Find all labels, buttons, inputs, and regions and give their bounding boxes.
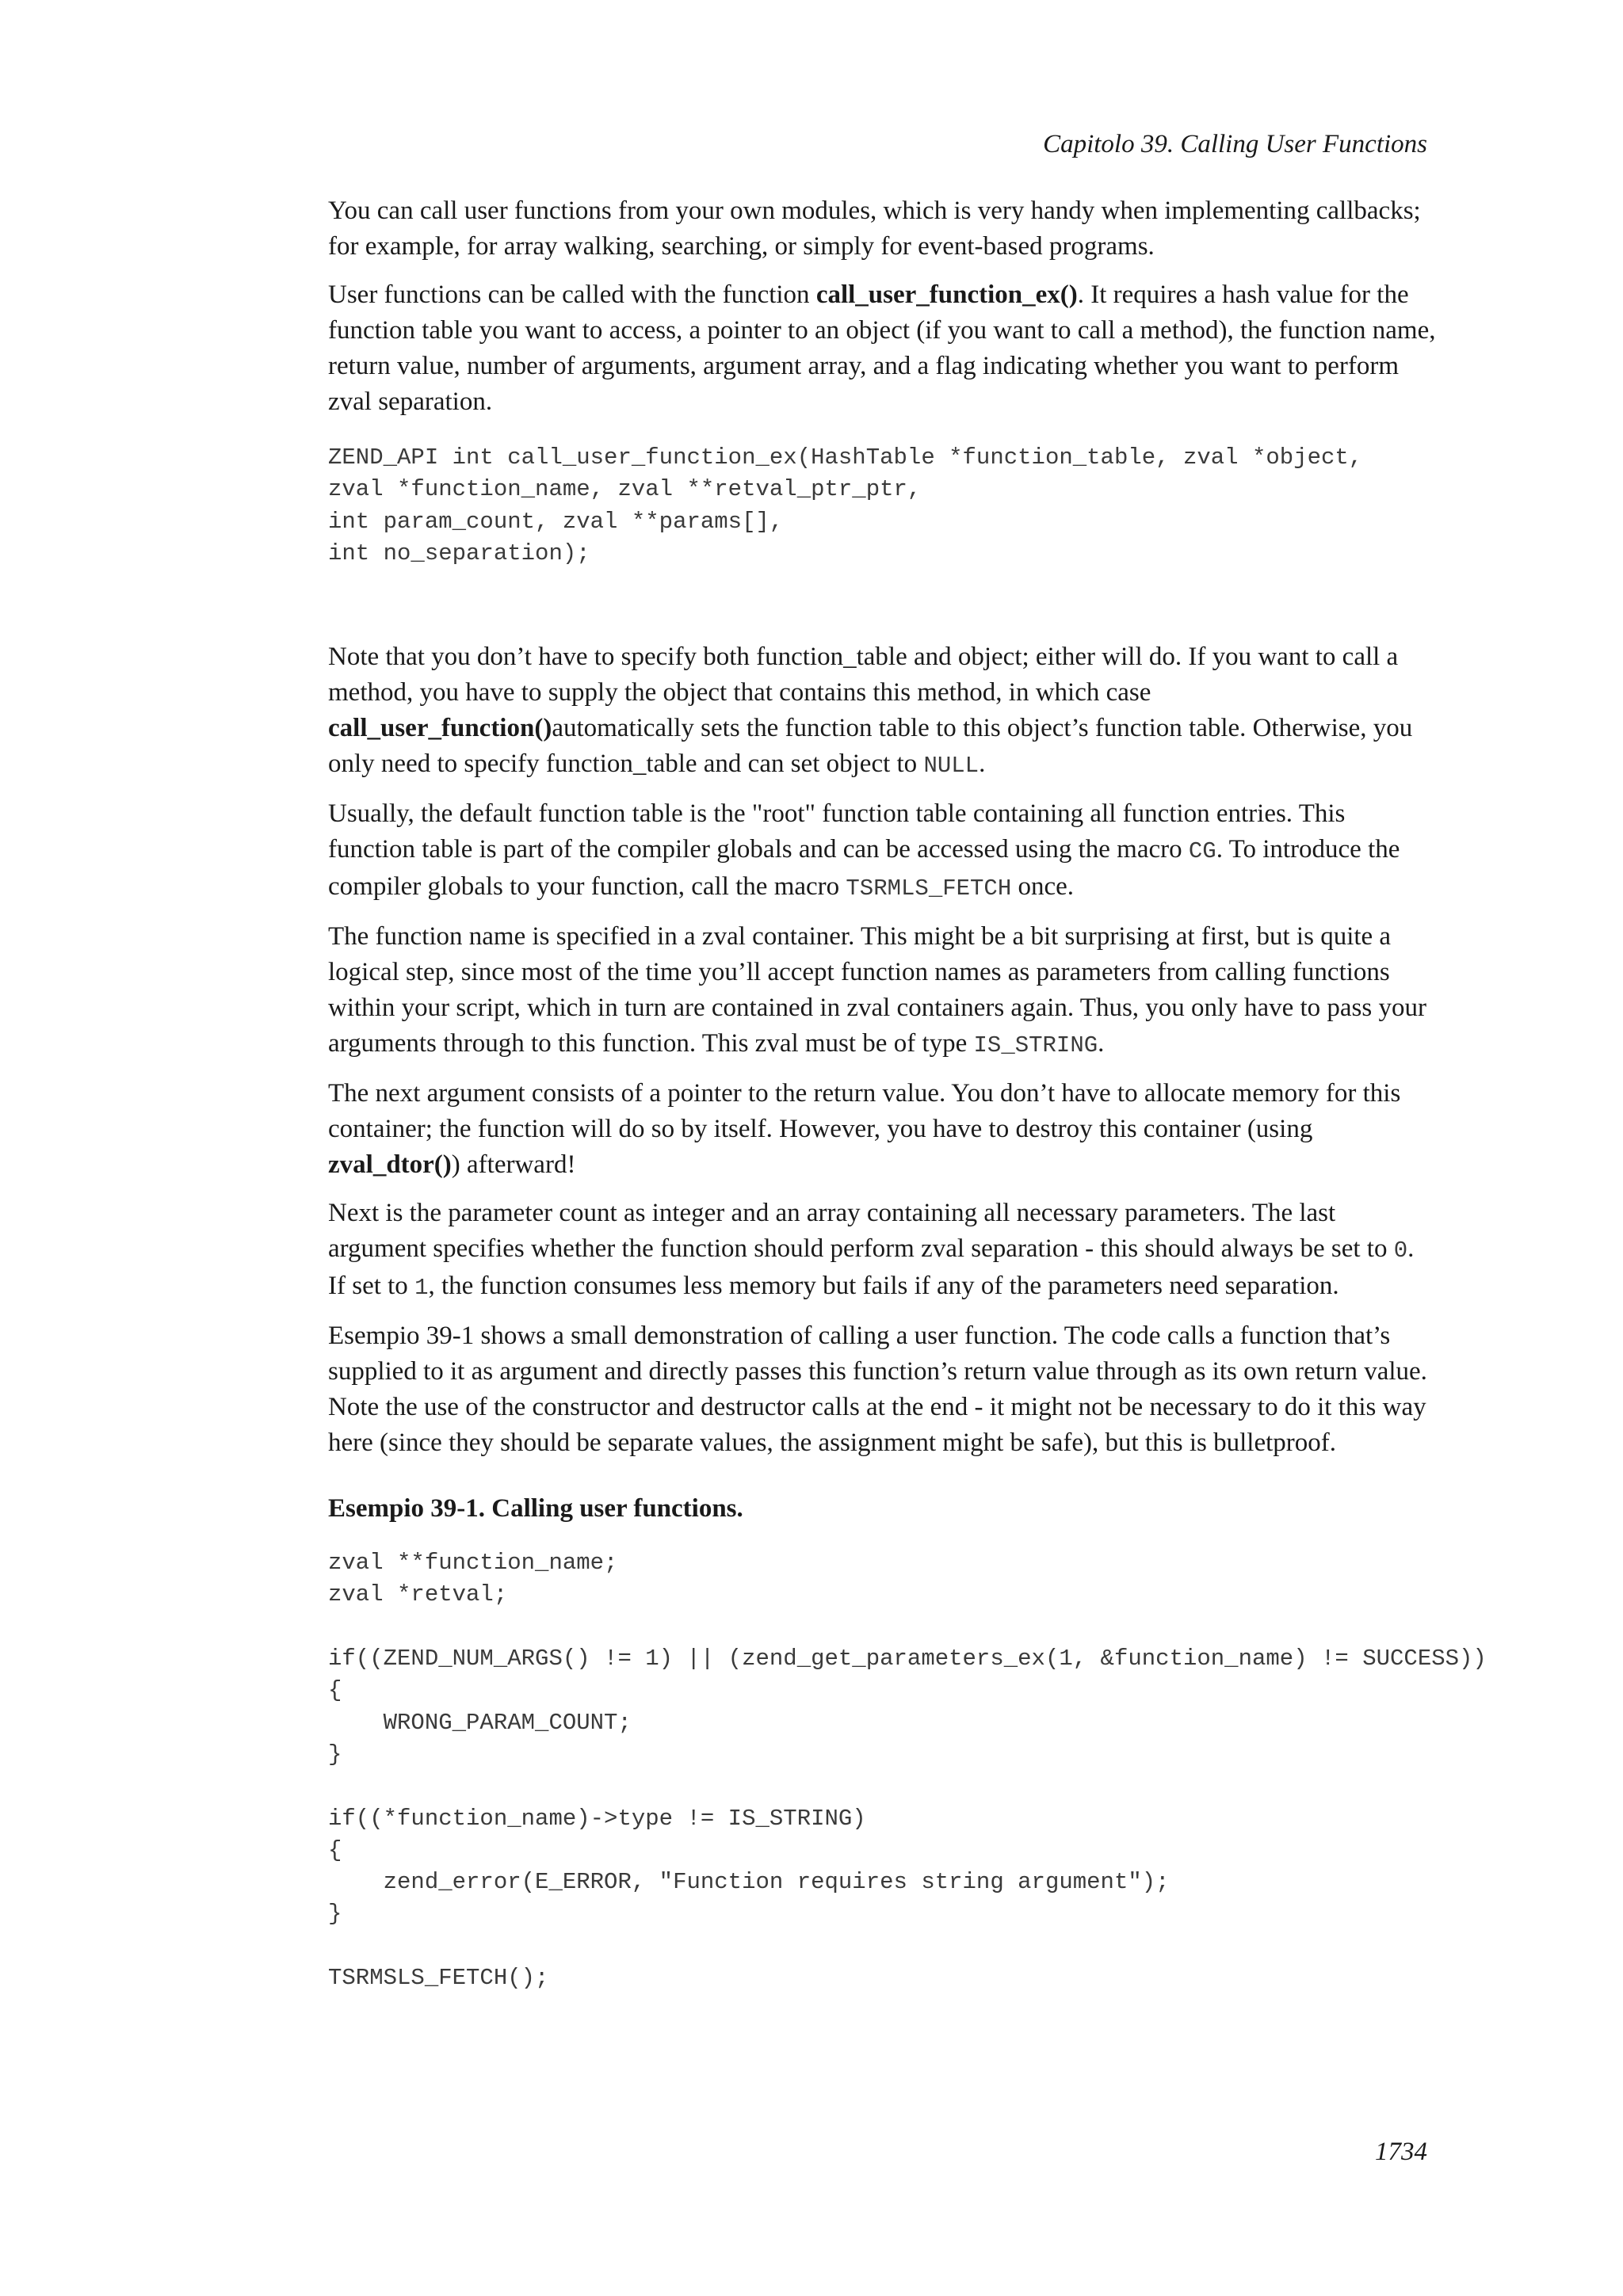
running-header: Capitolo 39. Calling User Functions bbox=[1043, 130, 1427, 158]
inline-code: 0 bbox=[1393, 1238, 1408, 1264]
text-run: ) afterward! bbox=[451, 1150, 576, 1180]
paragraph-function-table-object bbox=[328, 639, 1438, 784]
text-run: . It requires a hash value for the function table you want to access, a pointer to an object (if you want to call a method), the function name, return value, number of arguments, argument array, and a flag indicating whether you want to perform zval separation. bbox=[328, 280, 1436, 416]
paragraph-return-value bbox=[328, 1076, 1438, 1183]
text-run: . bbox=[1098, 1029, 1105, 1058]
example-title: Esempio 39-1. Calling user functions. bbox=[328, 1494, 743, 1524]
function-name-bold: zval_dtor() bbox=[328, 1150, 452, 1180]
paragraph-intro: You can call user functions from your own modules, which is very handy when implementing callbacks; for example, for array walking, searching, or simply for event-based programs. bbox=[328, 196, 1421, 261]
text-run: . bbox=[979, 749, 986, 779]
example-code-block: zval **function_name; zval *retval; if((ZEND_NUM_ARGS() != 1) || (zend_get_parameters_ex(1, &function_name) != SUCCESS)) { WRONG_PARAM_COUNT; } if((*function_name)->type != IS_STRING) { zend_error(E_ERROR, "Function requires string argument"); } TSRMSLS_FETCH(); bbox=[328, 1550, 1487, 1992]
function-name-bold: call_user_function() bbox=[328, 714, 552, 743]
page-body bbox=[328, 193, 1487, 1994]
text-run: User functions can be called with the function bbox=[328, 280, 816, 309]
function-name-bold: call_user_function_ex() bbox=[815, 280, 1078, 309]
inline-code: NULL bbox=[923, 753, 980, 780]
text-run: Note that you don’t have to specify both function_table and object; either will do. If you want to call a method, you have to supply the object that contains this method, in which case bbox=[328, 643, 1399, 707]
text-run: Next is the parameter count as integer and an array containing all necessary parameters. The last argument specifies whether the function should perform zval separation - this should always be set to bbox=[328, 1199, 1394, 1264]
paragraph-parameter-count bbox=[328, 1196, 1438, 1306]
text-run: The next argument consists of a pointer to the return value. You don’t have to allocate memory for this container; the function will do so by itself. However, you have to destroy this container (using bbox=[328, 1079, 1401, 1144]
text-run: . To introduce the compiler globals to your function, call the macro bbox=[328, 835, 1400, 902]
text-run: automatically sets the function table to this object’s function table. Otherwise, you only need to specify function_table and can set object to bbox=[328, 714, 1413, 779]
inline-code: IS_STRING bbox=[973, 1032, 1098, 1059]
text-run: . If set to bbox=[328, 1234, 1415, 1301]
paragraph-default-function-table bbox=[328, 796, 1438, 906]
text-run: once. bbox=[1011, 872, 1075, 902]
inline-code: CG bbox=[1188, 838, 1216, 865]
inline-code: 1 bbox=[414, 1275, 429, 1302]
text-run: , the function consumes less memory but fails if any of the parameters need separation. bbox=[428, 1272, 1339, 1301]
paragraph-example-description: Esempio 39-1 shows a small demonstration of calling a user function. The code calls a function that’s supplied to it as argument and directly passes this function’s return value through as its own return value. Note the use of the constructor and destructor calls at the end - it might not be necessary to do it this way here (since they should be separate values, the assignment might be safe), but this is bulletproof. bbox=[328, 1322, 1427, 1458]
paragraph-call-user-function-ex bbox=[328, 277, 1438, 420]
text-run: The function name is specified in a zval container. This might be a bit surprising at first, but is quite a logical step, since most of the time you’ll accept function names as parameters from calling functions within your script, which in turn are contained in zval containers again. Thus, you only have to pass your arguments through to this function. This zval must be of type bbox=[328, 922, 1426, 1058]
prototype-code-block: ZEND_API int call_user_function_ex(HashTable *function_table, zval *object, zval *function_name, zval **retval_ptr_ptr, int param_count, zval **params[], int no_separation); bbox=[328, 444, 1363, 566]
text-run: Usually, the default function table is the "root" function table containing all function entries. This function table is part of the compiler globals and can be accessed using the macro bbox=[328, 799, 1346, 864]
page-number: 1734 bbox=[1375, 2138, 1427, 2166]
paragraph-function-name-zval bbox=[328, 919, 1438, 1063]
inline-code: TSRMLS_FETCH bbox=[846, 875, 1012, 902]
